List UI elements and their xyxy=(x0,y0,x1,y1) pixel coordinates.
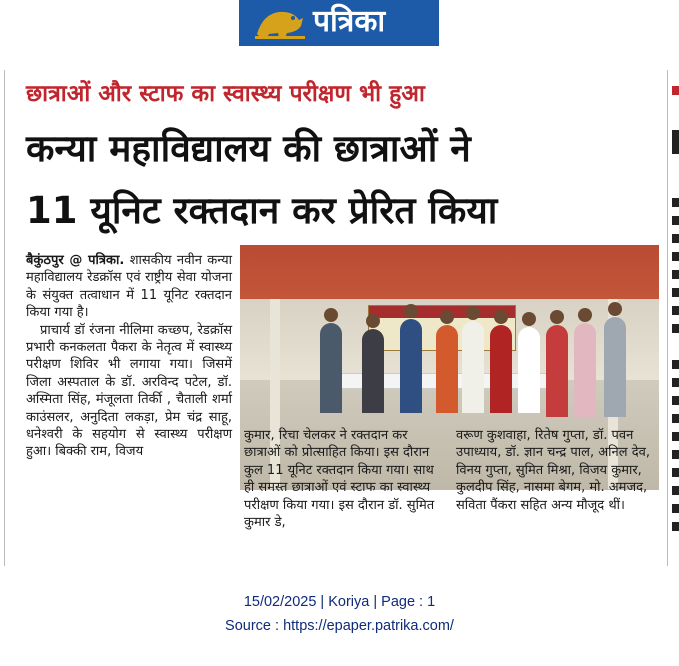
headline-line-2: 11 यूनिट रक्तदान कर प्रेरित किया xyxy=(26,189,498,232)
photo-person xyxy=(518,327,540,413)
photo-person xyxy=(462,321,484,413)
article-clipping xyxy=(4,70,679,566)
adjacent-column-fragment xyxy=(667,70,679,566)
article-paragraph-1: शासकीय नवीन कन्या महाविद्यालय रेडक्रॉस एवं राष्ट्रीय सेवा योजना के संयुक्त तत्वाधान में 11 यूनिट रक्तदान किया गया है। xyxy=(26,253,232,321)
lion-emblem-icon xyxy=(253,6,307,40)
edition-info: 15/02/2025 | Koriya | Page : 1 xyxy=(243,594,436,610)
photo-person xyxy=(546,325,568,417)
source-link[interactable]: Source : https://epaper.patrika.com/ xyxy=(225,618,454,634)
masthead-title: पत्रिका xyxy=(313,4,386,39)
photo-person xyxy=(490,325,512,413)
article-column-2: कुमार, रिचा चेलकर ने रक्तदान कर छात्राओं को प्रोत्साहित किया। इस दौरान कुल 11 यूनिट रक्तदान किया गया। साथ ही समस्त छात्राओं एवं स्टाफ का स्वास्थ्य परीक्षण किया गया। इस दौरान डॉ. सुमित कुमार डे, xyxy=(244,428,435,531)
article-dateline: बैकुंठपुर @ पत्रिका. xyxy=(26,253,125,268)
photo-person xyxy=(574,323,596,417)
headline-line-1: कन्या महाविद्यालय की छात्राओं ने xyxy=(26,127,471,170)
photo-person xyxy=(604,317,626,417)
photo-person xyxy=(362,329,384,413)
column-rule xyxy=(4,70,5,566)
patrika-logo xyxy=(239,0,439,46)
photo-person xyxy=(436,325,458,413)
article-paragraph-2: प्राचार्य डॉ रंजना नीलिमा कच्छप, रेडक्रॉस प्रभारी कनकलता पैकरा के नेतृत्व में स्वास्थ्य परीक्षण शिविर भी लगाया गया। जिसमें जिला अस्पताल के डॉ. अरविन्द पटेल, डॉ. अस्मिता सिंह, मंजूलता तिर्की , चैताली शर्मा काउंसलर, अनुदिता लकड़ा, प्रेम चंद्र साहू, धनेश्वरी के सहयोग से स्वास्थ्य परीक्षण हुआ। बिक्की राम, विजय xyxy=(26,322,232,460)
photo-person xyxy=(320,323,342,413)
article-column-1 xyxy=(26,252,232,461)
article-column-3: वरूण कुशवाहा, रितेष गुप्ता, डॉ. पवन उपाध्याय, डॉ. ज्ञान चन्द्र पाल, अनिल देव, विनय गुप्ता, सुमित मिश्रा, विजय कुमार, कुलदीप सिंह, नासमा बेगम, मो. अमजद, सविता पैंकरा सहित अन्य मौजूद थीं। xyxy=(456,428,650,513)
photo-person xyxy=(400,319,422,413)
article-kicker: छात्राओं और स्टाफ का स्वास्थ्य परीक्षण भी हुआ xyxy=(26,81,425,107)
